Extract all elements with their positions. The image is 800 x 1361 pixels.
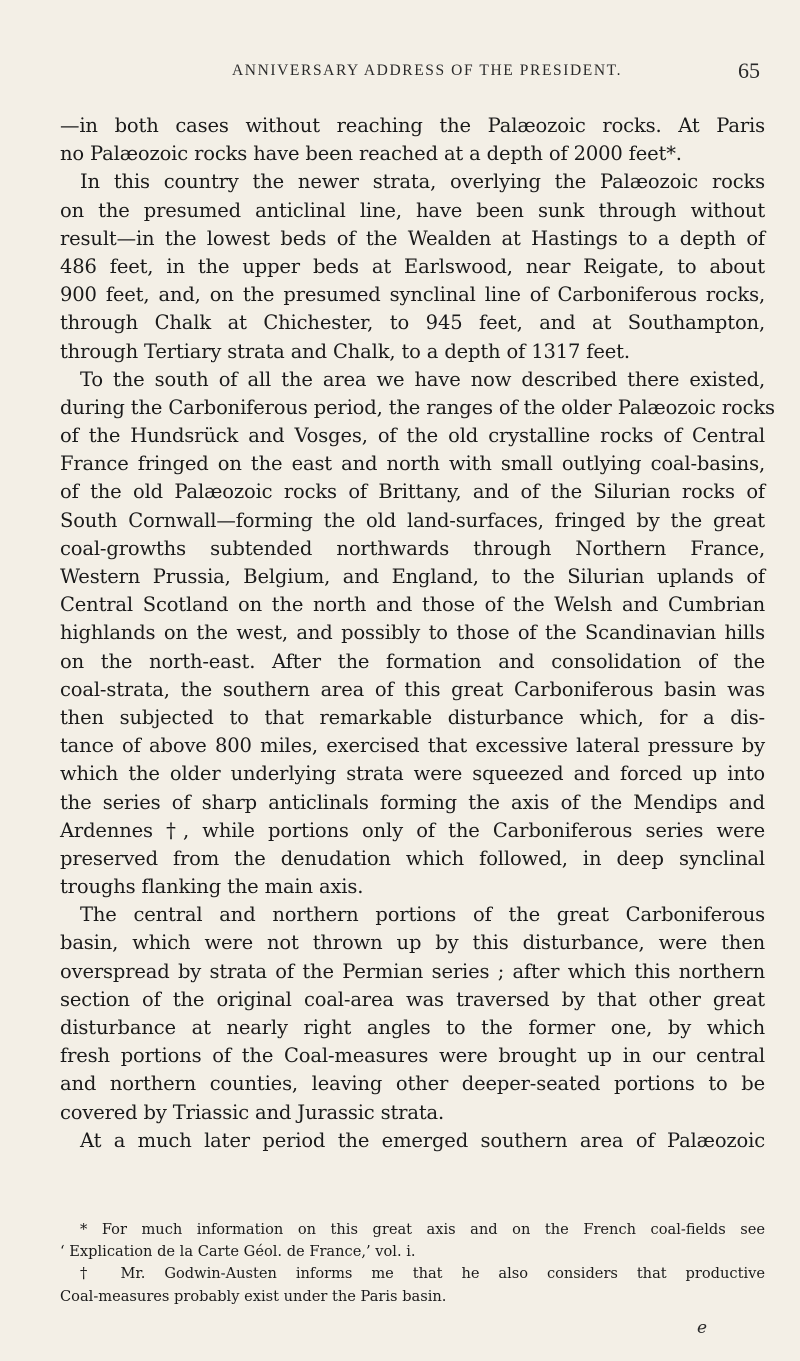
text-line: In this country the newer strata, overlying the Palæozoic rocks [80, 170, 765, 194]
text-line: troughs flanking the main axis. [60, 875, 364, 899]
text-line: through Tertiary strata and Chalk, to a depth of 1317 feet. [60, 339, 630, 363]
text-line: At a much later period the emerged southern area of Palæozoic [80, 1128, 765, 1152]
text-line: which the older underlying strata were squeezed and forced up into [60, 762, 765, 786]
text-line: Western Prussia, Belgium, and England, to the Silurian uplands of [60, 565, 765, 588]
text-line: then subjected to that remarkable disturbance which, for a dis- [60, 705, 765, 729]
text-line: on the presumed anticlinal line, have been sunk through without [60, 198, 765, 222]
running-title: ANNIVERSARY ADDRESS OF THE PRESIDENT. [232, 62, 623, 79]
text-line: of the Hundsrück and Vosges, of the old crystalline rocks of Central [60, 424, 765, 448]
text-line: Ardennes †, while portions only of the Carboniferous series were [60, 818, 765, 842]
text-line: no Palæozoic rocks have been reached at a depth of 2000 feet*. [60, 142, 682, 166]
page-number: 65 [738, 58, 760, 83]
text-line: To the south of all the area we have now described there existed, [80, 367, 765, 391]
footnote-line: Coal-measures probably exist under the Paris basin. [60, 1287, 447, 1305]
text-line: overspread by strata of the Permian series ; after which this northern [60, 959, 765, 983]
text-line: The central and northern portions of the great Carboniferous [80, 903, 765, 927]
text-line: during the Carboniferous period, the ranges of the older Palæozoic rocks [60, 395, 775, 419]
running-head [60, 58, 760, 92]
text-line: and northern counties, leaving other deeper-seated portions to be [60, 1072, 765, 1096]
body-text [60, 112, 775, 1155]
text-line: on the north-east. After the formation and consolidation of the [60, 649, 765, 673]
text-line: —in both cases without reaching the Palæozoic rocks. At Paris [60, 114, 765, 137]
text-line: highlands on the west, and possibly to those of the Scandinavian hills [60, 621, 765, 645]
text-line: South Cornwall—forming the old land-surfaces, fringed by the great [60, 508, 765, 532]
footnote-line: ‘ Explication de la Carte Géol. de France,’ vol. i. [60, 1243, 416, 1261]
text-line: preserved from the denudation which followed, in deep synclinal [60, 846, 765, 870]
footnotes [60, 1219, 765, 1308]
text-line: Central Scotland on the north and those of the Welsh and Cumbrian [60, 593, 765, 617]
text-line: 486 feet, in the upper beds at Earlswood, near Reigate, to about [60, 254, 765, 278]
text-line: basin, which were not thrown up by this disturbance, were then [60, 931, 765, 955]
signature-mark: e [697, 1318, 708, 1338]
text-line: tance of above 800 miles, exercised that excessive lateral pressure by [60, 734, 765, 758]
text-line: of the old Palæozoic rocks of Brittany, and of the Silurian rocks of [60, 480, 765, 504]
footnote-line: * For much information on this great axis and on the French coal-fields see [80, 1221, 765, 1238]
text-line: coal-strata, the southern area of this great Carboniferous basin was [60, 677, 765, 701]
text-line: the series of sharp anticlinals forming the axis of the Mendips and [60, 790, 765, 814]
text-line: coal-growths subtended northwards through Northern France, [60, 536, 765, 560]
text-line: result—in the lowest beds of the Wealden at Hastings to a depth of [60, 226, 765, 250]
text-line: section of the original coal-area was traversed by that other great [60, 987, 765, 1011]
text-line: 900 feet, and, on the presumed synclinal line of Carboniferous rocks, [60, 283, 765, 307]
footnote-line: † Mr. Godwin-Austen informs me that he also considers that productive [80, 1265, 765, 1283]
text-line: disturbance at nearly right angles to the former one, by which [60, 1016, 765, 1039]
text-line: covered by Triassic and Jurassic strata. [60, 1100, 445, 1124]
text-line: France fringed on the east and north with small outlying coal-basins, [60, 452, 765, 476]
text-line: through Chalk at Chichester, to 945 feet, and at Southampton, [60, 311, 765, 335]
text-line: fresh portions of the Coal-measures were brought up in our central [60, 1044, 765, 1068]
